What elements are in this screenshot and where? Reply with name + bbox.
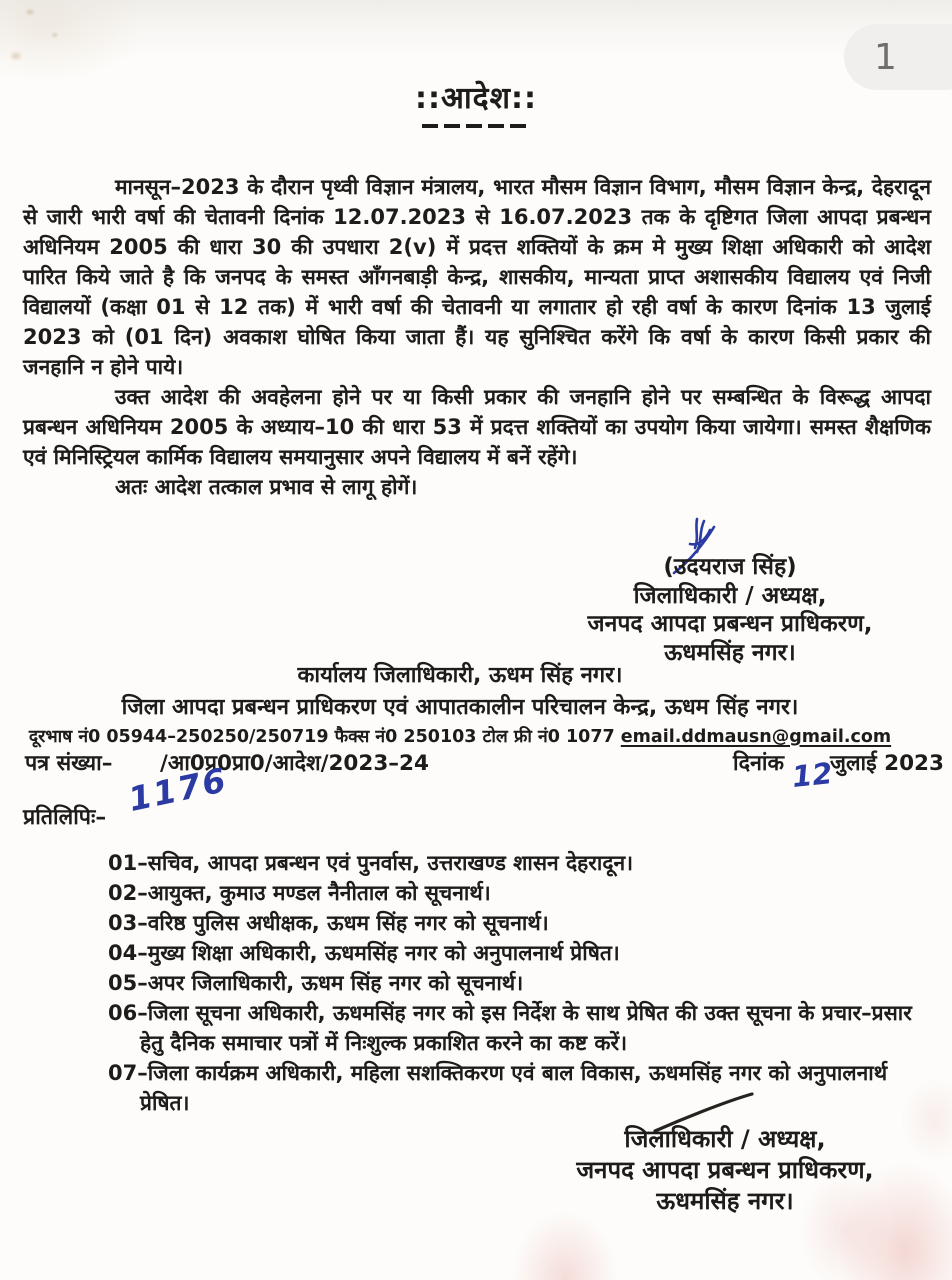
bottom-signatory-district: ऊधमसिंह नगर। bbox=[656, 1187, 794, 1215]
copy-item-7: 07–जिला कार्यक्रम अधिकारी, महिला सशक्तिकरण एवं बाल विकास, ऊधमसिंह नगर को अनुपालनार्थ प्रेषित। bbox=[108, 1061, 888, 1115]
bottom-signatory-authority: जनपद आपदा प्रबन्धन प्राधिकरण, bbox=[576, 1156, 874, 1184]
copy-item-5: 05–अपर जिलाधिकारी, ऊधम सिंह नगर को सूचनार्थ। bbox=[108, 971, 524, 995]
copy-item-6: 06–जिला सूचना अधिकारी, ऊधमसिंह नगर को इस निर्देश के साथ प्रेषित की उक्त सूचना के प्रचार–प्रसार हेतु दैनिक समाचार पत्रों में निःशुल्क प्रकाशित करने का कष्ट करें। bbox=[108, 1001, 912, 1055]
order-paragraph-2: उक्त आदेश की अवहेलना होने पर या किसी प्रकार की जनहानि होने पर सम्बन्धित के विरूद्ध आपदा प्रबन्धन अधिनियम 2005 के अध्याय–10 की धारा 53 में प्रदत्त शक्तियों का उपयोग किया जायेगा। समस्त शैक्षणिक एवं मिनिस्ट्रियल कार्मिक विद्यालय समयानुसार अपने विद्यालय में बनें रहेंगे। bbox=[23, 385, 931, 469]
copy-item-3: 03–वरिष्ठ पुलिस अधीक्षक, ऊधम सिंह नगर को सूचनार्थ। bbox=[108, 911, 549, 935]
office-contact-line bbox=[0, 724, 920, 750]
letter-number-label: पत्र संख्या– bbox=[25, 751, 113, 776]
signatory-block-top bbox=[570, 553, 890, 667]
copy-item-1: 01–सचिव, आपदा प्रबन्धन एवं पुनर्वास, उत्तराखण्ड शासन देहरादून। bbox=[108, 851, 634, 875]
title-underline-dashes bbox=[422, 124, 530, 128]
signatory-name: (उदयराज सिंह) bbox=[663, 554, 797, 580]
office-line-1: कार्यालय जिलाधिकारी, ऊधम सिंह नगर। bbox=[297, 663, 623, 688]
office-phone-fax: दूरभाष नं0 05944–250250/250719 फैक्स नं0 250103 टोल फ्री नं0 1077 bbox=[28, 727, 621, 747]
bottom-signatory-designation: जिलाधिकारी / अध्यक्ष, bbox=[624, 1125, 826, 1153]
handwritten-letter-number: 1176 bbox=[125, 760, 231, 819]
copies-list bbox=[108, 848, 940, 1118]
page-number: 1 bbox=[874, 36, 897, 78]
signatory-authority: जनपद आपदा प्रबन्धन प्राधिकरण, bbox=[587, 611, 873, 637]
copy-item-2: 02–आयुक्त, कुमाउ मण्डल नैनीताल को सूचनार्थ। bbox=[108, 881, 491, 905]
date-month-year: जुलाई 2023 bbox=[830, 751, 944, 776]
office-line-2: जिला आपदा प्रबन्धन प्राधिकरण एवं आपातकालीन परिचालन केन्द्र, ऊधम सिंह नगर। bbox=[121, 695, 799, 720]
handwritten-date-day: 12 bbox=[790, 755, 835, 795]
order-paragraph-3: अतः आदेश तत्काल प्रभाव से लागू होगें। bbox=[115, 475, 418, 499]
letter-number-value: /आ0प्र0प्रा0/आदेश/2023–24 bbox=[160, 751, 429, 776]
document-title: ::आदेश:: bbox=[415, 81, 537, 116]
office-address-block bbox=[0, 660, 920, 750]
order-paragraph-1: मानसून–2023 के दौरान पृथ्वी विज्ञान मंत्रालय, भारत मौसम विज्ञान विभाग, मौसम विज्ञान केन्द्र, देहरादून से जारी भारी वर्षा की चेतावनी दिनांक 12.07.2023 से 16.07.2023 तक के दृष्टिगत जिला आपदा प्रबन्धन अधिनियम 2005 की धारा 30 की उपधारा 2(v) में प्रदत्त शक्तियों के क्रम मे मुख्य शिक्षा अधिकारी को आदेश पारित किये जाते है कि जनपद के समस्त ऑंगनबाड़ी केन्द्र, शासकीय, मान्यता प्राप्त अशासकीय विद्यालय एवं निजी विद्यालयों (कक्षा 01 से 12 तक) में भारी वर्षा की चेतावनी या लगातार हो रही वर्षा के कारण दिनांक 13 जुलाई 2023 को (01 दिन) अवकाश घोषित किया जाता हैं। यह सुनिश्चित करेंगे कि वर्षा के कारण किसी प्रकार की जनहानि न होने पाये। bbox=[23, 175, 931, 379]
order-body bbox=[23, 172, 931, 502]
signatory-designation: जिलाधिकारी / अध्यक्ष, bbox=[633, 582, 827, 609]
office-email: email.ddmausn@gmail.com bbox=[620, 727, 892, 747]
copy-item-4: 04–मुख्य शिक्षा अधिकारी, ऊधमसिंह नगर को अनुपालनार्थ प्रेषित। bbox=[108, 941, 620, 965]
copies-heading: प्रतिलिपिः– bbox=[23, 805, 107, 830]
signatory-district: ऊधमसिंह नगर। bbox=[664, 639, 796, 666]
date-label: दिनांक bbox=[733, 751, 784, 776]
signatory-block-bottom bbox=[560, 1124, 890, 1217]
